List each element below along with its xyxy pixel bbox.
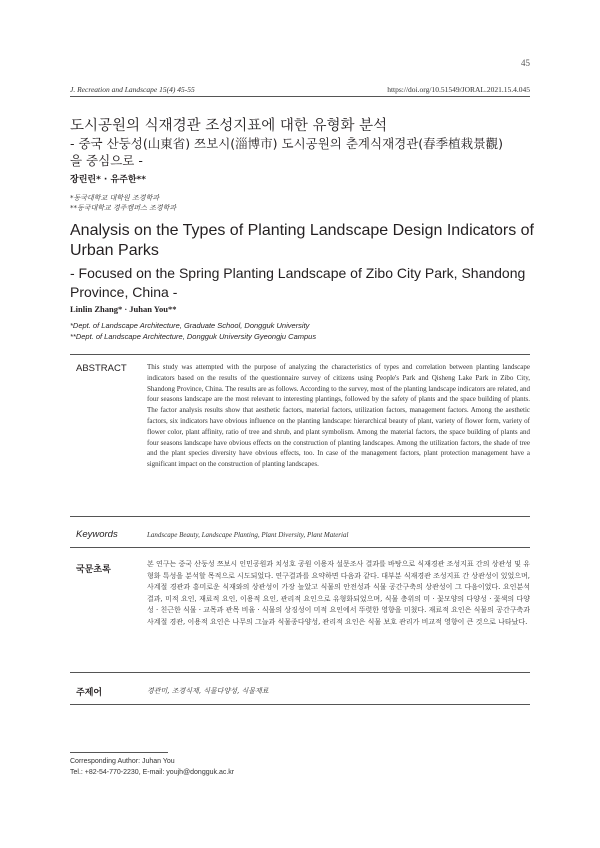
korean-subtitle-line1: - 중국 산둥성(山東省) 쯔보시(淄博市) 도시공원의 춘계식재경관(春季植栽景觀) [70,136,504,151]
korean-abstract-divider [70,672,530,673]
english-affiliation-2: **Dept. of Landscape Architecture, Dongguk University Gyeongju Campus [70,332,317,341]
korean-affiliation-2: **동국대학교 경주캠퍼스 조경학과 [70,204,177,212]
english-affiliation-1: *Dept. of Landscape Architecture, Graduate School, Dongguk University [70,321,310,330]
page-number: 45 [521,58,530,68]
english-title: Analysis on the Types of Planting Landscape Design Indicators of Urban Parks [70,222,534,259]
korean-abstract-label: 국문초록 [76,565,111,575]
korean-affiliation-1: *동국대학교 대학원 조경학과 [70,194,160,202]
korean-abstract-text: 본 연구는 중국 산둥성 쯔보시 인민공원과 치성호 공원 이용자 설문조사 결과를 바탕으로 식재경관 조성지표 간의 상관성 및 유형화 특성을 분석할 목적으로 시도되었다. 연구결과를 요약하면 다음과 같다. 대부분 식재경관 조성지표 간 상관성이 있었으며, 사계절 경관과 흥미로운 식재와의 상관성이 가장 높았고 식물의 안전성과 식물 공간구축의 상관성이 그 다음이었다. 요인분석 결과, 미적 요인, 재료적 요인, 이용적 요인, 관리적 요인으로 유형화되었으며, 식물 층위의 미 · 꽃모양의 다양성 · 꽃색의 다양성 · 친근한 식물 · 교목과 관목 비율 · 식물의 상징성이 미적 요인에서 뚜렷한 영향을 미쳤다. 재료적 요인은 식물의 공간구축과 사계절 경관, 이용적 요인은 나무의 그늘과 식물종다양성, 관리적 요인은 식물 보호 관리가 비교적 영향이 큰 것으로 나타났다. [147,560,530,626]
keywords-label: Keywords [76,529,118,540]
footnote-divider [70,752,168,753]
korean-subtitle-line2: 을 중심으로 - [70,153,143,168]
keywords-divider [70,547,530,548]
english-subtitle: - Focused on the Spring Planting Landscape of Zibo City Park, Shandong Province, China - [70,265,526,300]
abstract-label: ABSTRACT [76,363,127,374]
journal-citation: J. Recreation and Landscape 15(4) 45-55 [70,85,195,94]
abstract-text: This study was attempted with the purpose of analyzing the characteristics of types and correlation between planting landscape indicators based on the results of the questionnaire survey of citizens using People's Park and Qisheng Lake Park in Zibo City, Shandong Province, China. The results are as follows. According to the survey, most of the planting landscape indicators are related, and four seasons landscape are the most relevant to interesting plantings, followed by the safety of plants and the space building of plants. The factor analysis results show that aesthetic factors, material factors, utilization factors, management factors. Among the aesthetic factors, six indicators have obvious influence on the planting landscape: hierarchical beauty of plant, variety of flower form, variety of flower color, plant affinity, ratio of tree and shrub, and plant symbolism. Among the material factors, the space building of plants and four seasons landscape have obvious effects on the construction of planting landscapes. Among the utilization factors, the shade of tree and the plant species diversity have obvious effects, too. In case of the management factors, plant protection management have a significant impact on the construction of planting landscapes. [147,363,530,469]
header-divider [70,96,530,97]
abstract-bottom-divider [70,516,530,517]
doi-link[interactable]: https://doi.org/10.51549/JORAL.2021.15.4.045 [387,85,530,94]
author-contact: Tel.: +82-54-770-2230, E-mail: youjh@dongguk.ac.kr [70,769,235,776]
corresponding-author: Corresponding Author: Juhan You [70,758,175,765]
english-authors: Linlin Zhang* · Juhan You** [70,304,177,314]
korean-keywords-divider [70,704,530,705]
keywords-text: Landscape Beauty, Landscape Planting, Plant Diversity, Plant Material [147,531,349,539]
korean-title: 도시공원의 식재경관 조성지표에 대한 유형화 분석 [70,118,388,134]
abstract-top-divider [70,354,530,355]
korean-authors: 장린린* · 유주한** [70,175,146,185]
korean-keywords-label: 주제어 [76,688,103,698]
korean-keywords-text: 경관미, 조경식재, 식물다양성, 식물재료 [147,687,269,695]
